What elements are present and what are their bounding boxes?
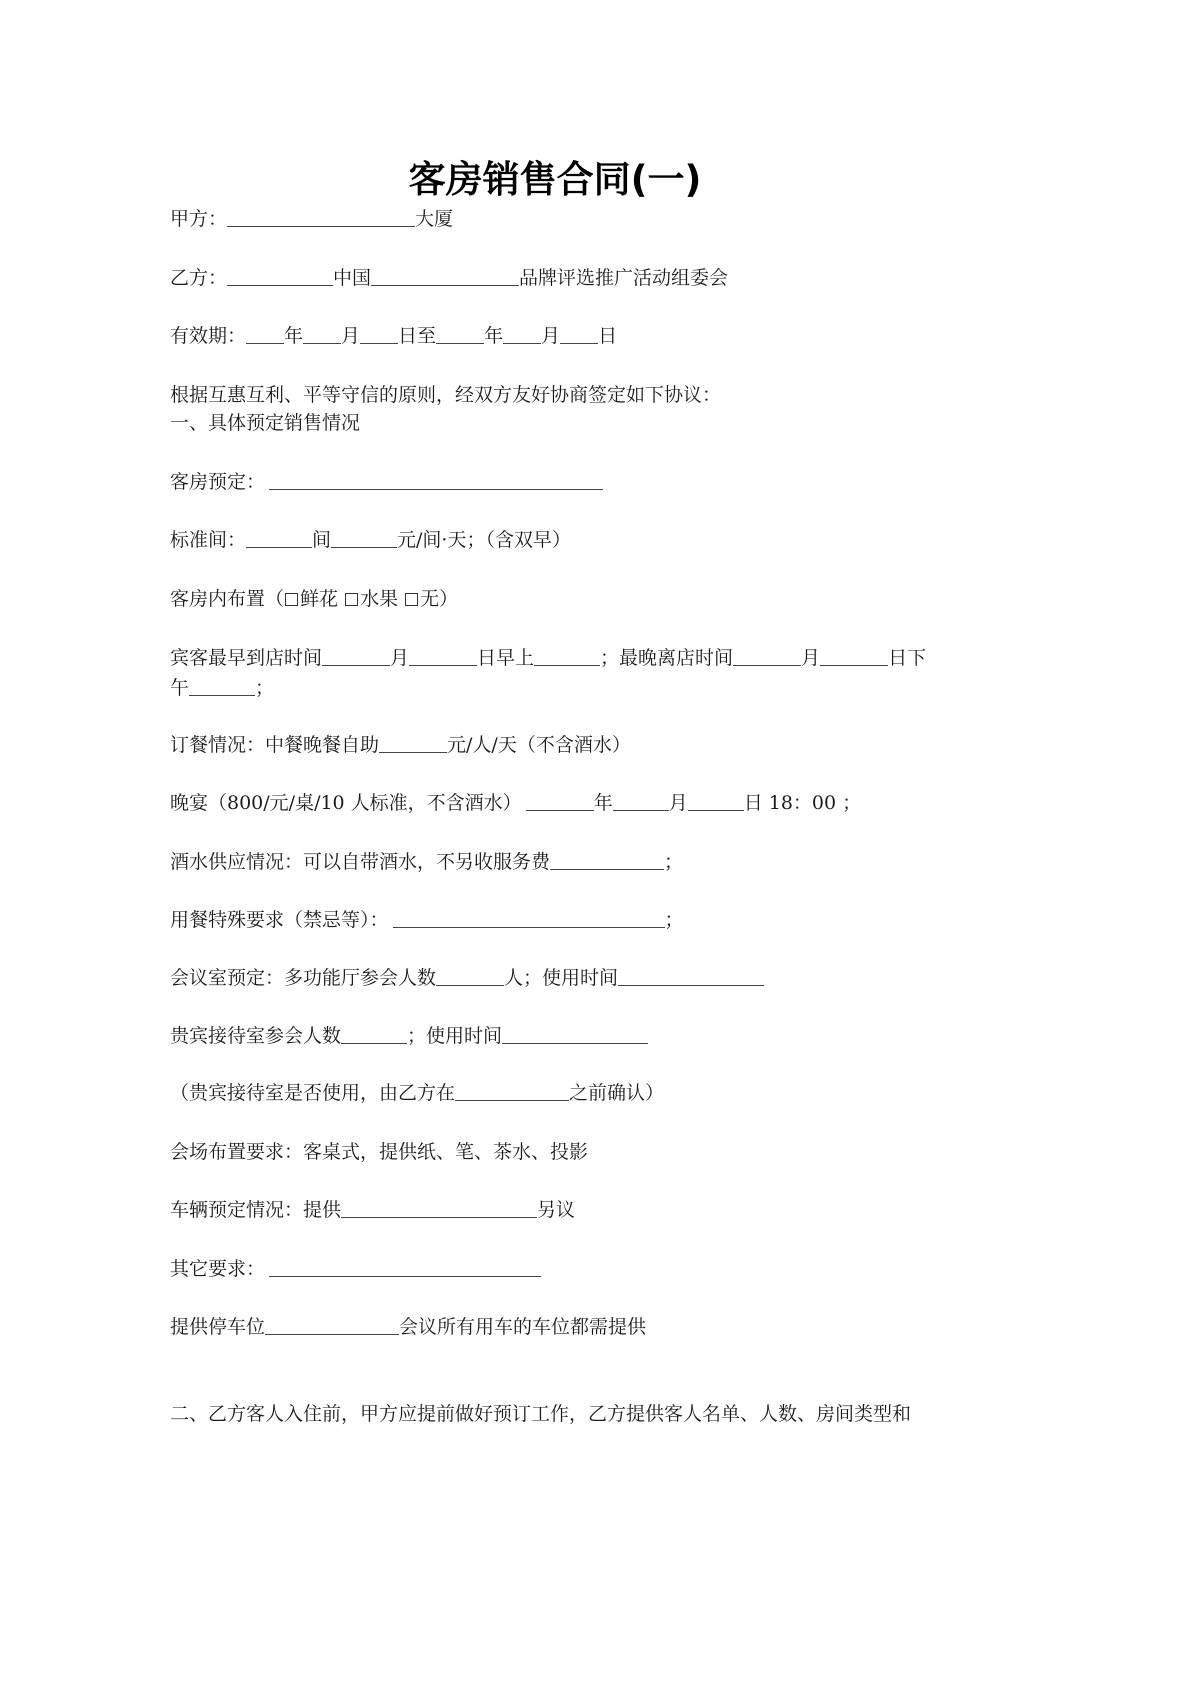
meeting-attendees-blank[interactable]	[436, 984, 504, 986]
validity-start-month-blank[interactable]	[303, 342, 341, 344]
parking-blank[interactable]	[265, 1333, 399, 1335]
other-requirements-label: 其它要求：	[170, 1258, 266, 1280]
validity-start-day-blank[interactable]	[360, 342, 398, 344]
flowers-option-label: 鲜花	[300, 588, 339, 610]
validity-end-year-label: 年	[484, 325, 504, 347]
meals-line	[170, 730, 631, 760]
party-b-label: 乙方：	[170, 267, 228, 289]
banquet-year-blank[interactable]	[526, 809, 594, 811]
departure-day-blank[interactable]	[820, 664, 888, 666]
banquet-year-label: 年	[593, 792, 613, 814]
none-checkbox[interactable]	[405, 593, 418, 606]
room-setup-close: ）	[439, 588, 459, 610]
party-b-line	[170, 263, 728, 293]
preamble: 根据互惠互利、平等守信的原则，经双方友好协商签定如下协议：	[170, 384, 722, 406]
arrival-day-blank[interactable]	[409, 664, 477, 666]
fruit-option-label: 水果	[360, 588, 399, 610]
departure-day-label: 日下	[888, 647, 927, 669]
dietary-blank[interactable]	[393, 926, 665, 928]
banquet-month-label: 月	[668, 792, 688, 814]
banquet-month-blank[interactable]	[613, 809, 669, 811]
validity-end-month-label: 月	[541, 325, 561, 347]
standard-room-unit: 间	[312, 529, 332, 551]
party-a-name-blank[interactable]	[227, 225, 415, 227]
vip-attendees-blank[interactable]	[341, 1042, 407, 1044]
arrival-label: 宾客最早到店时间	[170, 647, 323, 669]
departure-month-blank[interactable]	[733, 664, 801, 666]
banquet-line	[170, 788, 861, 818]
drinks-end: ；	[664, 851, 684, 873]
dietary-label: 用餐特殊要求（禁忌等）：	[170, 909, 389, 931]
vip-confirm-label: （贵宾接待室是否使用，由乙方在	[170, 1082, 456, 1104]
party-b-middle: 中国	[333, 267, 372, 289]
vehicles-line	[170, 1195, 575, 1225]
standard-room-count-blank[interactable]	[246, 546, 312, 548]
party-a-line	[170, 204, 453, 234]
vehicles-label: 车辆预定情况：提供	[170, 1199, 342, 1221]
validity-to-label: 日至	[398, 325, 437, 347]
meals-unit: 元/人/天（不含酒水）	[447, 734, 631, 756]
arrival-month-blank[interactable]	[322, 664, 390, 666]
vip-time-label: ；使用时间	[407, 1025, 503, 1047]
section-2-text: 二、乙方客人入住前，甲方应提前做好预订工作，乙方提供客人名单、人数、房间类型和	[170, 1403, 912, 1425]
party-b-suffix: 品牌评选推广活动组委会	[519, 267, 729, 289]
departure-label: ；最晚离店时间	[600, 647, 734, 669]
banquet-label: 晚宴（800/元/桌/10 人标准，不含酒水）	[170, 792, 522, 814]
meeting-time-blank[interactable]	[618, 984, 764, 986]
vip-confirm-date-blank[interactable]	[455, 1099, 569, 1101]
arrival-time-blank[interactable]	[534, 664, 600, 666]
arrival-end: ；	[255, 677, 275, 699]
room-booking-blank[interactable]	[269, 488, 603, 490]
none-option-label: 无	[420, 588, 440, 610]
arrival-month-label: 月	[390, 647, 410, 669]
party-b-blank-1[interactable]	[227, 284, 333, 286]
validity-end-day-label: 日	[598, 325, 618, 347]
drinks-line	[170, 847, 683, 877]
venue-setup-line: 会场布置要求：客桌式，提供纸、笔、茶水、投影	[170, 1141, 589, 1163]
parking-line	[170, 1312, 646, 1342]
vip-confirm-line	[170, 1078, 664, 1108]
meeting-room-line	[170, 963, 764, 993]
party-a-suffix: 大厦	[415, 208, 454, 230]
party-b-blank-2[interactable]	[371, 284, 519, 286]
arrival-line	[170, 643, 926, 673]
fruit-checkbox[interactable]	[345, 593, 358, 606]
meals-label: 订餐情况：中餐晚餐自助	[170, 734, 380, 756]
validity-year-label: 年	[284, 325, 304, 347]
standard-room-price-unit: 元/间·天；（含双早）	[397, 529, 571, 551]
room-booking-label: 客房预定：	[170, 471, 266, 493]
meeting-time-label: 人；使用时间	[504, 967, 619, 989]
flowers-checkbox[interactable]	[285, 593, 298, 606]
validity-label: 有效期：	[170, 325, 247, 347]
validity-end-day-blank[interactable]	[560, 342, 598, 344]
vehicles-end: 另议	[537, 1199, 576, 1221]
validity-line	[170, 321, 617, 351]
standard-room-price-blank[interactable]	[331, 546, 397, 548]
validity-start-year-blank[interactable]	[246, 342, 284, 344]
vip-room-line	[170, 1021, 648, 1051]
vip-confirm-end: 之前确认）	[569, 1082, 665, 1104]
room-setup-label: 客房内布置（	[170, 588, 285, 610]
validity-end-month-blank[interactable]	[503, 342, 541, 344]
standard-room-line	[170, 525, 571, 555]
dietary-end: ；	[664, 909, 684, 931]
arrival-day-label: 日早上	[477, 647, 535, 669]
vip-room-label: 贵宾接待室参会人数	[170, 1025, 342, 1047]
vip-time-blank[interactable]	[502, 1042, 648, 1044]
other-requirements-blank[interactable]	[269, 1275, 541, 1277]
meeting-room-label: 会议室预定：多功能厅参会人数	[170, 967, 437, 989]
arrival-line-wrap	[170, 673, 274, 703]
departure-month-label: 月	[801, 647, 821, 669]
parking-end: 会议所有用车的车位都需提供	[399, 1316, 647, 1338]
departure-afternoon-label: 午	[170, 677, 190, 699]
meals-price-blank[interactable]	[379, 751, 447, 753]
standard-room-label: 标准间：	[170, 529, 247, 551]
section-1-heading: 一、具体预定销售情况	[170, 412, 361, 434]
dietary-line	[170, 905, 684, 935]
departure-time-blank[interactable]	[189, 694, 255, 696]
vehicles-blank[interactable]	[341, 1216, 537, 1218]
page-title: 客房销售合同(一)	[408, 158, 702, 201]
other-requirements-line	[170, 1254, 541, 1284]
room-booking-line	[170, 467, 603, 497]
party-a-label: 甲方：	[170, 208, 228, 230]
room-setup-line	[170, 584, 458, 614]
validity-month-label: 月	[341, 325, 361, 347]
validity-end-year-blank[interactable]	[436, 342, 484, 344]
drinks-fee-blank[interactable]	[550, 868, 664, 870]
banquet-time-label: 日 18：00 ；	[743, 792, 862, 814]
banquet-day-blank[interactable]	[688, 809, 744, 811]
drinks-label: 酒水供应情况：可以自带酒水，不另收服务费	[170, 851, 551, 873]
parking-label: 提供停车位	[170, 1316, 266, 1338]
